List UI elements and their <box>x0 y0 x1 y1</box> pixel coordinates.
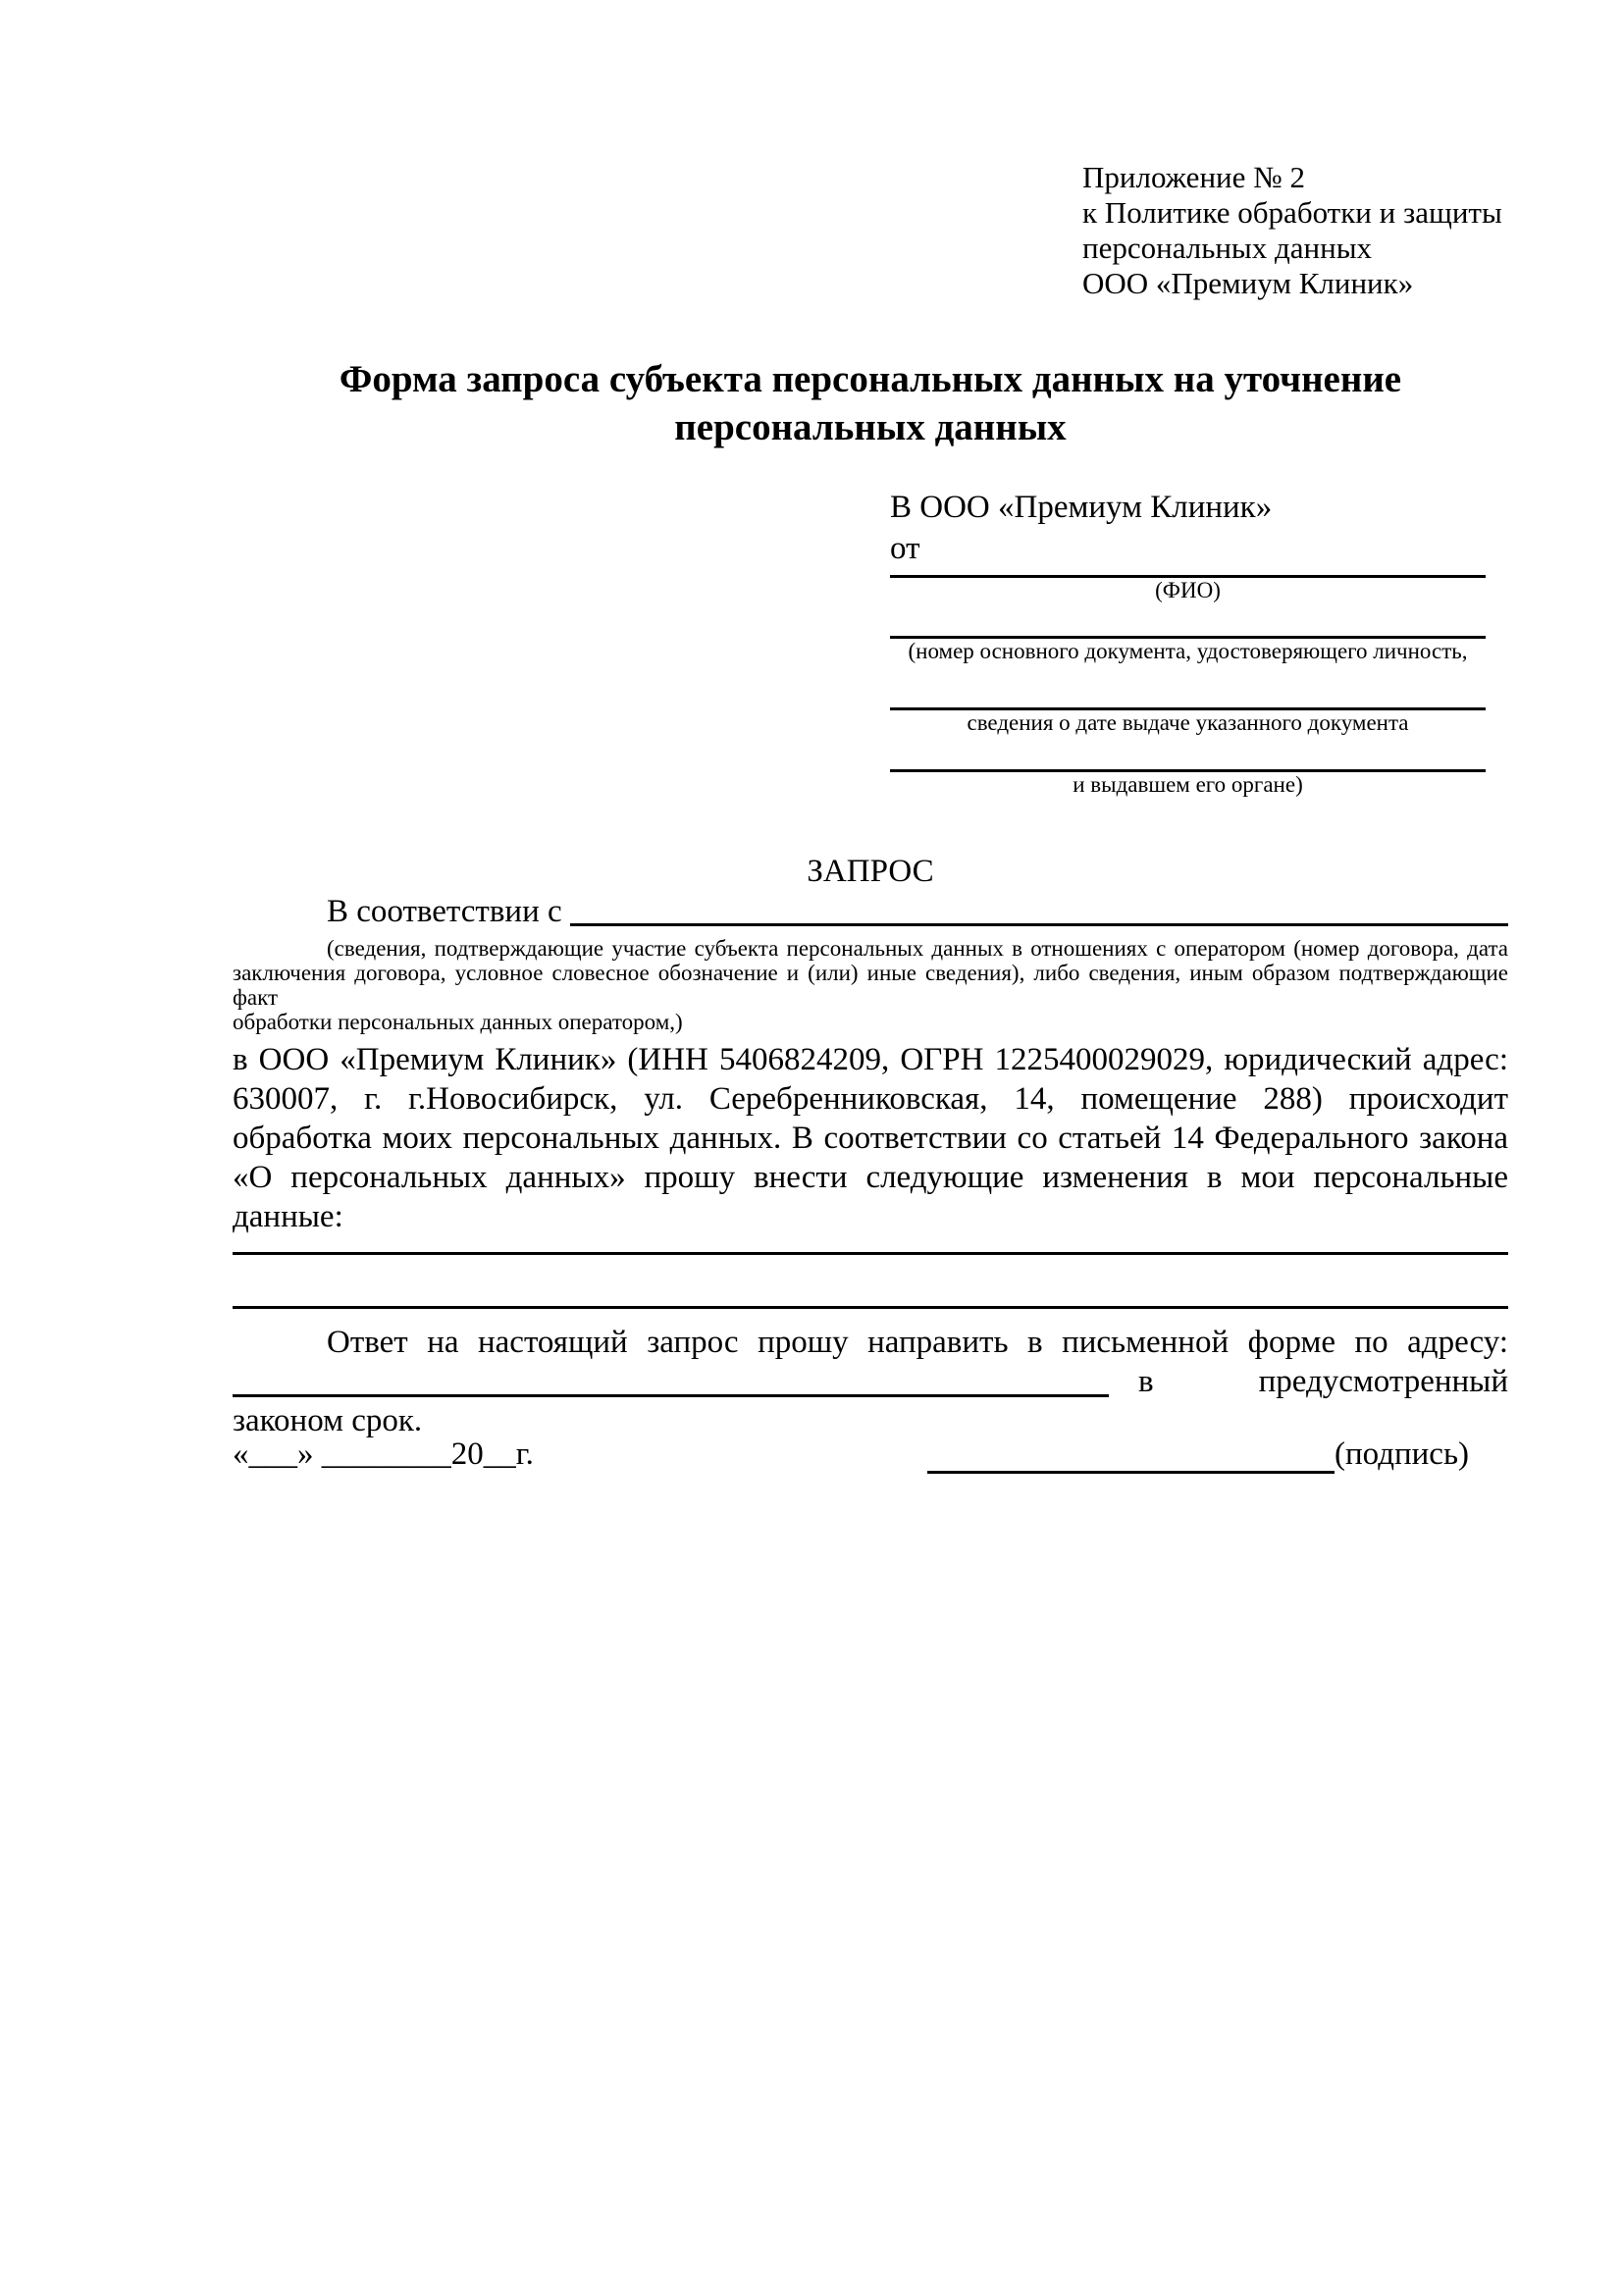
accordance-row <box>233 891 1508 932</box>
request-heading: ЗАПРОС <box>807 854 934 889</box>
answer-word-term: предусмотренный <box>1258 1364 1508 1399</box>
date-line: «___» ________20__г. <box>233 1436 534 1472</box>
operator-paragraph <box>233 1040 1508 1236</box>
answer-paragraph-line3: законом срок. <box>233 1403 423 1438</box>
form-title <box>233 355 1508 451</box>
participation-note-line: (сведения, подтверждающие участие субъекта персональных данных в отношениях с оператором (номер договора, дата <box>327 936 1508 961</box>
issuing-authority-caption: и выдавшем его органе) <box>1073 772 1303 797</box>
request-body-line: в ООО «Премиум Клиник» (ИНН 5406824209, ОГРН 1225400029029, юридический адрес: <box>233 1042 1508 1077</box>
request-body-line: 630007, г. г.Новосибирск, ул. Серебренниковская, 14, помещение 288) происходит <box>233 1081 1508 1117</box>
request-body-line: обработка моих персональных данных. В соответствии со статьей 14 Федерального закона <box>233 1121 1508 1156</box>
appendix-header-line: ООО «Премиум Клиник» <box>1082 266 1414 300</box>
participation-note-line: обработки персональных данных оператором,) <box>233 1010 683 1034</box>
fio-caption: (ФИО) <box>1155 578 1221 602</box>
addressee-from: от <box>890 531 920 566</box>
answer-line2-tail <box>1109 1362 1508 1401</box>
issuing-authority-field-line <box>890 736 1486 772</box>
changes-field-line-1 <box>233 1236 1508 1255</box>
changes-field-line-2 <box>233 1255 1508 1309</box>
addressee-block <box>890 487 1486 798</box>
participation-note <box>233 936 1508 1034</box>
issue-date-field-line <box>890 664 1486 710</box>
appendix-header <box>1082 160 1502 301</box>
participation-note-line: заключения договора, условное словесное обозначение и (или) иные сведения), либо сведения, иным образом подтверждающие факт <box>233 961 1508 1010</box>
document-number-field-line <box>890 603 1486 639</box>
appendix-header-line: персональных данных <box>1082 231 1373 265</box>
signature-group <box>927 1435 1469 1474</box>
date-signature-row <box>233 1435 1508 1474</box>
addressee-to: В ООО «Премиум Клиник» <box>890 490 1273 525</box>
form-title-line: Форма запроса субъекта персональных данных на уточнение <box>339 358 1402 400</box>
request-body-line: «О персональных данных» прошу внести следующие изменения в мои персональные <box>233 1160 1508 1195</box>
form-title-line: персональных данных <box>674 406 1067 448</box>
accordance-field-line <box>570 891 1508 926</box>
request-body <box>233 891 1508 1440</box>
signature-caption: (подпись) <box>1335 1436 1469 1472</box>
appendix-header-line: к Политике обработки и защиты <box>1082 195 1502 230</box>
answer-paragraph-line2 <box>233 1362 1508 1401</box>
issue-date-caption: сведения о дате выдаче указанного документа <box>967 710 1409 735</box>
answer-paragraph-line1: Ответ на настоящий запрос прошу направить в письменной форме по адресу: <box>327 1325 1508 1360</box>
answer-word-in: в <box>1138 1364 1154 1399</box>
document-number-caption: (номер основного документа, удостоверяющего личность, <box>908 639 1468 663</box>
signature-field-line <box>927 1437 1335 1474</box>
address-field-line <box>233 1362 1109 1397</box>
request-body-line: данные: <box>233 1199 343 1234</box>
appendix-header-line: Приложение № 2 <box>1082 160 1305 194</box>
fio-field-line <box>890 569 1486 578</box>
accordance-label: В соответствии с <box>327 894 562 929</box>
